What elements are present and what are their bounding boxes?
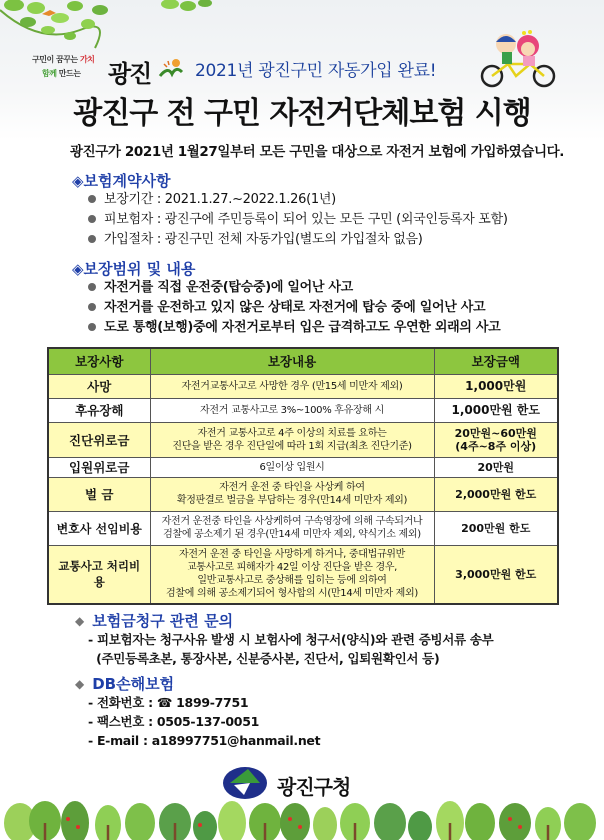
- coverage-content: 자전거 교통사고로 3%~100% 후유장해 시: [150, 398, 434, 422]
- coverage-content: 자전거교통사고로 사망한 경우 (만15세 미만자 제외): [150, 374, 434, 398]
- insurer-contact-list: [88, 693, 320, 750]
- subtitle: 2021년 광진구민 자동가입 완료!: [195, 61, 437, 81]
- table-row: [48, 457, 558, 477]
- bullet-icon: [88, 303, 96, 311]
- intro-text: 광진구가 2021년 1월27일부터 모든 구민을 대상으로 자전거 보험에 가입하였습니다.: [70, 144, 564, 160]
- coverage-item: 입원위로금: [48, 457, 150, 477]
- trees-decoration: [0, 793, 604, 840]
- phone-number: - 전화번호 : ☎ 1899-7751: [88, 695, 249, 710]
- slogan-text: 구민이 꿈꾸는: [32, 55, 80, 64]
- coverage-amount: 20만원: [434, 457, 558, 477]
- insurer-section-title: ◆ DB손해보험: [75, 675, 175, 693]
- coverage-content: 6일이상 입원시: [150, 457, 434, 477]
- coverage-content: 자전거 운전 중 타인을 사망하게 하거나, 중대법규위반 교통사고로 피해자가 42일 이상 진단을 받은 경우, 일반교통사고로 중상해를 입히는 등에 의하여 검찰에 의해 공소제기되어 형사합의 시(만14세 미만자 제외): [150, 545, 434, 604]
- list-item: 보장기간 : 2021.1.27.~2022.1.26(1년): [88, 190, 508, 210]
- contract-list: [88, 190, 508, 250]
- coverage-content: 자전거 운전중 타인을 사상케하여 구속영장에 의해 구속되거나 검찰에 공소제기 된 경우(만14세 미만자 제외, 약식기소 제외): [150, 511, 434, 545]
- list-item: 도로 통행(보행)중에 자전거로부터 입은 급격하고도 우연한 외래의 사고: [88, 318, 500, 338]
- diamond-icon: ◆: [75, 614, 85, 628]
- table-header-row: [48, 348, 558, 374]
- table-row: [48, 398, 558, 422]
- coverage-amount: 200만원 한도: [434, 511, 558, 545]
- slogan-brand: 광진: [108, 59, 151, 88]
- coverage-table: [47, 347, 559, 605]
- gwangjin-slogan-logo: [30, 52, 180, 86]
- list-item: 자전거를 직접 운전중(탑승중)에 일어난 사고: [88, 278, 500, 298]
- page-title: 광진구 전 구민 자전거단체보험 시행: [73, 96, 531, 131]
- list-item: 피보험자 : 광진구에 주민등록이 되어 있는 모든 구민 (외국인등록자 포함): [88, 210, 508, 230]
- coverage-scope-list: [88, 278, 500, 338]
- list-item: 가입절차 : 광진구민 전체 자동가입(별도의 가입절차 없음): [88, 230, 508, 250]
- list-item: (주민등록초본, 통장사본, 신분증사본, 진단서, 입퇴원확인서 등): [88, 651, 440, 666]
- column-header: 보장금액: [434, 348, 558, 374]
- org-name: 광진구청: [277, 775, 351, 799]
- sprout-icon: [158, 58, 184, 80]
- bullet-icon: [88, 283, 96, 291]
- bullet-icon: [88, 235, 96, 243]
- column-header: 보장내용: [150, 348, 434, 374]
- claim-section-title: ◆ 보험금청구 관련 문의: [75, 612, 234, 630]
- diamond-icon: ◆: [75, 677, 85, 691]
- coverage-content: 자전거 운전 중 타인을 사상케 하여 확정판결로 벌금을 부담하는 경우(만14세 미만자 제외): [150, 477, 434, 511]
- coverage-item: 변호사 선임비용: [48, 511, 150, 545]
- table-row: [48, 374, 558, 398]
- coverage-item: 교통사고 처리비용: [48, 545, 150, 604]
- slogan-highlight: 가치: [79, 55, 95, 64]
- coverage-amount: 1,000만원: [434, 374, 558, 398]
- table-row: [48, 545, 558, 604]
- coverage-amount: 20만원~60만원 (4주~8주 이상): [434, 422, 558, 457]
- tandem-bicycle-mascots-illustration: [478, 30, 560, 88]
- bullet-icon: [88, 195, 96, 203]
- contract-section-title: ◈보험계약사항: [72, 172, 171, 190]
- email-address: - E-mail : a18997751@hanmail.net: [88, 733, 321, 748]
- slogan-highlight: 함께: [42, 69, 57, 78]
- slogan-text: 만드는: [56, 69, 81, 78]
- bullet-icon: [88, 323, 96, 331]
- bullet-icon: [88, 215, 96, 223]
- list-item: - 피보험자는 청구사유 발생 시 보험사에 청구서(양식)와 관련 증빙서류 송부: [88, 632, 494, 647]
- coverage-amount: 2,000만원 한도: [434, 477, 558, 511]
- table-row: [48, 422, 558, 457]
- coverage-item: 진단위로금: [48, 422, 150, 457]
- coverage-amount: 1,000만원 한도: [434, 398, 558, 422]
- table-row: [48, 477, 558, 511]
- coverage-item: 사망: [48, 374, 150, 398]
- claim-info: [88, 630, 493, 668]
- coverage-section-title: ◈보장범위 및 내용: [72, 260, 196, 278]
- fax-number: - 팩스번호 : 0505-137-0051: [88, 714, 259, 729]
- column-header: 보장사항: [48, 348, 150, 374]
- list-item: 자전거를 운전하고 있지 않은 상태로 자전거에 탑승 중에 일어난 사고: [88, 298, 500, 318]
- coverage-content: 자전거 교통사고로 4주 이상의 치료를 요하는 진단을 받은 경우 진단일에 따라 1회 지급(최초 진단기준): [150, 422, 434, 457]
- coverage-item: 후유장해: [48, 398, 150, 422]
- coverage-amount: 3,000만원 한도: [434, 545, 558, 604]
- table-row: [48, 511, 558, 545]
- coverage-item: 벌 금: [48, 477, 150, 511]
